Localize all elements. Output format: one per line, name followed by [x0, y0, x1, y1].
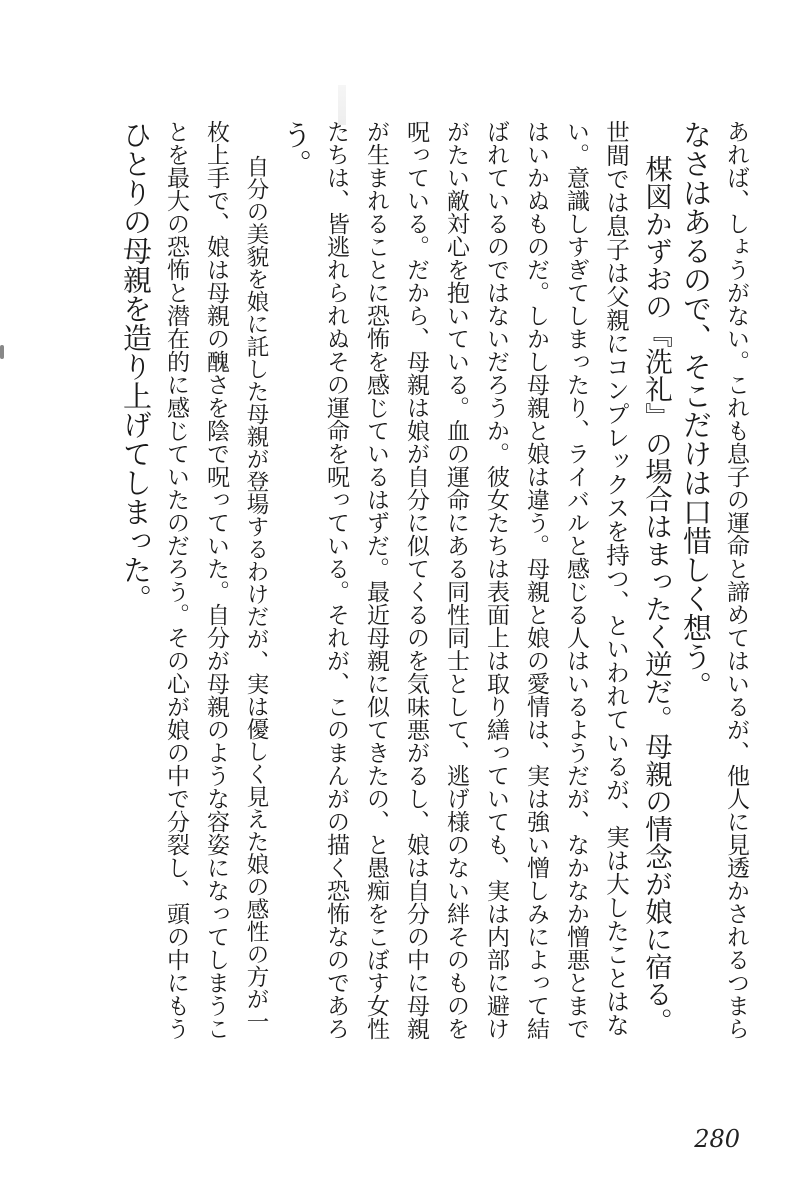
- page-number: 280: [694, 1125, 740, 1153]
- text-column-0: あれば、しょうがない。これも息子の運命と諦めてはいるが、他人に見透かされるつまら: [723, 120, 749, 1040]
- text-column-13: 枚上手で、娘は母親の醜さを陰で呪っていた。自分が母親のような容姿になってしまうこ: [203, 120, 229, 1040]
- scan-artifact: [338, 85, 346, 125]
- text-column-15: ひとりの母親を造り上げてしまった。: [119, 120, 153, 613]
- text-column-5: はいかぬものだ。しかし母親と娘は違う。母親と娘の愛情は、実は強い憎しみによって結: [523, 120, 549, 1040]
- text-column-4: い。意識しすぎてしまったり、ライバルと感じる人はいるようだが、なかなか憎悪とまで: [563, 120, 589, 1040]
- text-column-8: 呪っている。だから、母親は娘が自分に似てくるのを気味悪がるし、娘は自分の中に母親: [403, 120, 429, 1040]
- text-column-11: う。: [279, 120, 313, 178]
- scan-edge-mark: [0, 345, 4, 359]
- text-column-9: が生まれることに恐怖を感じているはずだ。最近母親に似てきたの、と愚痴をこぼす女性: [363, 120, 389, 1040]
- text-column-12: 自分の美貌を娘に託した母親が登場するわけだが、実は優しく見えた娘の感性の方が一: [243, 155, 269, 1033]
- text-column-10: たちは、皆逃れられぬその運命を呪っている。それが、このまんがの描く恐怖なのであろ: [323, 120, 349, 1040]
- text-column-6: ばれているのではないだろうか。彼女たちは表面上は取り繕っていても、実は内部に避け: [483, 120, 509, 1040]
- text-column-7: がたい敵対心を抱いている。血の運命にある同性同士として、逃げ様のない絆そのものを: [443, 120, 469, 1040]
- text-column-14: とを最大の恐怖と潜在的に感じていたのだろう。その心が娘の中で分裂し、頭の中にもう: [163, 120, 189, 1040]
- text-column-2: 楳図かずおの『洗礼』の場合はまったく逆だ。母親の情念が娘に宿る。: [640, 155, 672, 1035]
- text-column-1: なさはあるので、そこだけは口惜しく想う。: [679, 120, 713, 700]
- text-column-3: 世間では息子は父親にコンプレックスを持つ、といわれているが、実は大したことはな: [602, 120, 630, 1037]
